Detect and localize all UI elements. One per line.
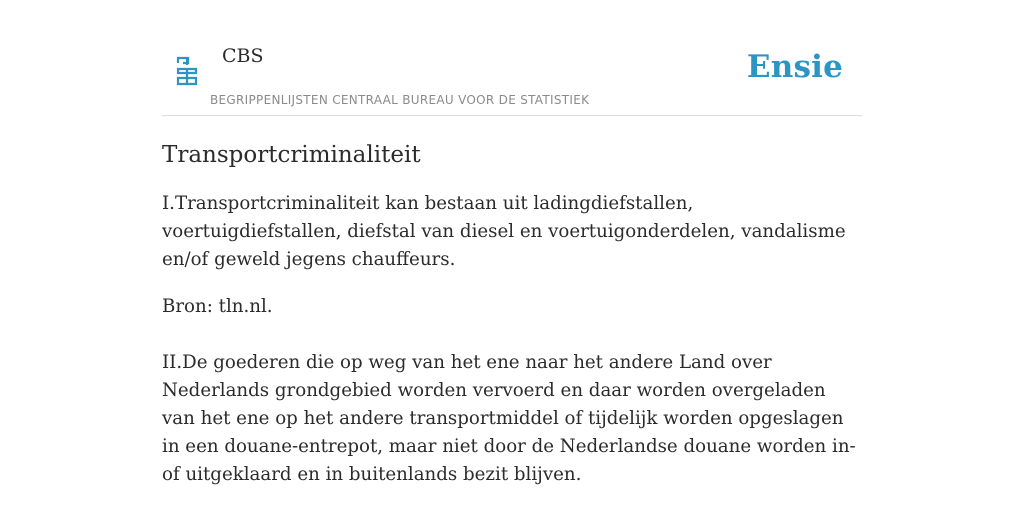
cbs-logo-icon[interactable] xyxy=(176,56,198,86)
definition-1: I.Transportcriminaliteit kan bestaan uit ladingdiefstallen, voertuigdiefstallen, diefstal van diesel en voertuigonderdelen, vandalisme en/of geweld jegens chauffeurs. xyxy=(162,193,846,270)
site-header xyxy=(162,0,862,116)
page-title: Transportcriminaliteit xyxy=(162,142,421,168)
brand-name[interactable]: CBS xyxy=(222,45,264,67)
source-text: Bron: tln.nl. xyxy=(162,296,273,317)
definition-2: II.De goederen die op weg van het ene naar het andere Land over Nederlands grondgebied worden vervoerd en daar worden overgeladen van het ene op het andere transportmiddel of tijdelijk worden opgeslagen in een douane-entrepot, maar niet door de Nederlandse douane worden in- of uitgeklaard en in buitenlands bezit blijven. xyxy=(162,352,856,485)
header-subtitle: BEGRIPPENLIJSTEN CENTRAAL BUREAU VOOR DE STATISTIEK xyxy=(210,93,590,107)
article xyxy=(162,138,862,489)
site-logo-ensie[interactable]: Ensie xyxy=(746,49,843,85)
